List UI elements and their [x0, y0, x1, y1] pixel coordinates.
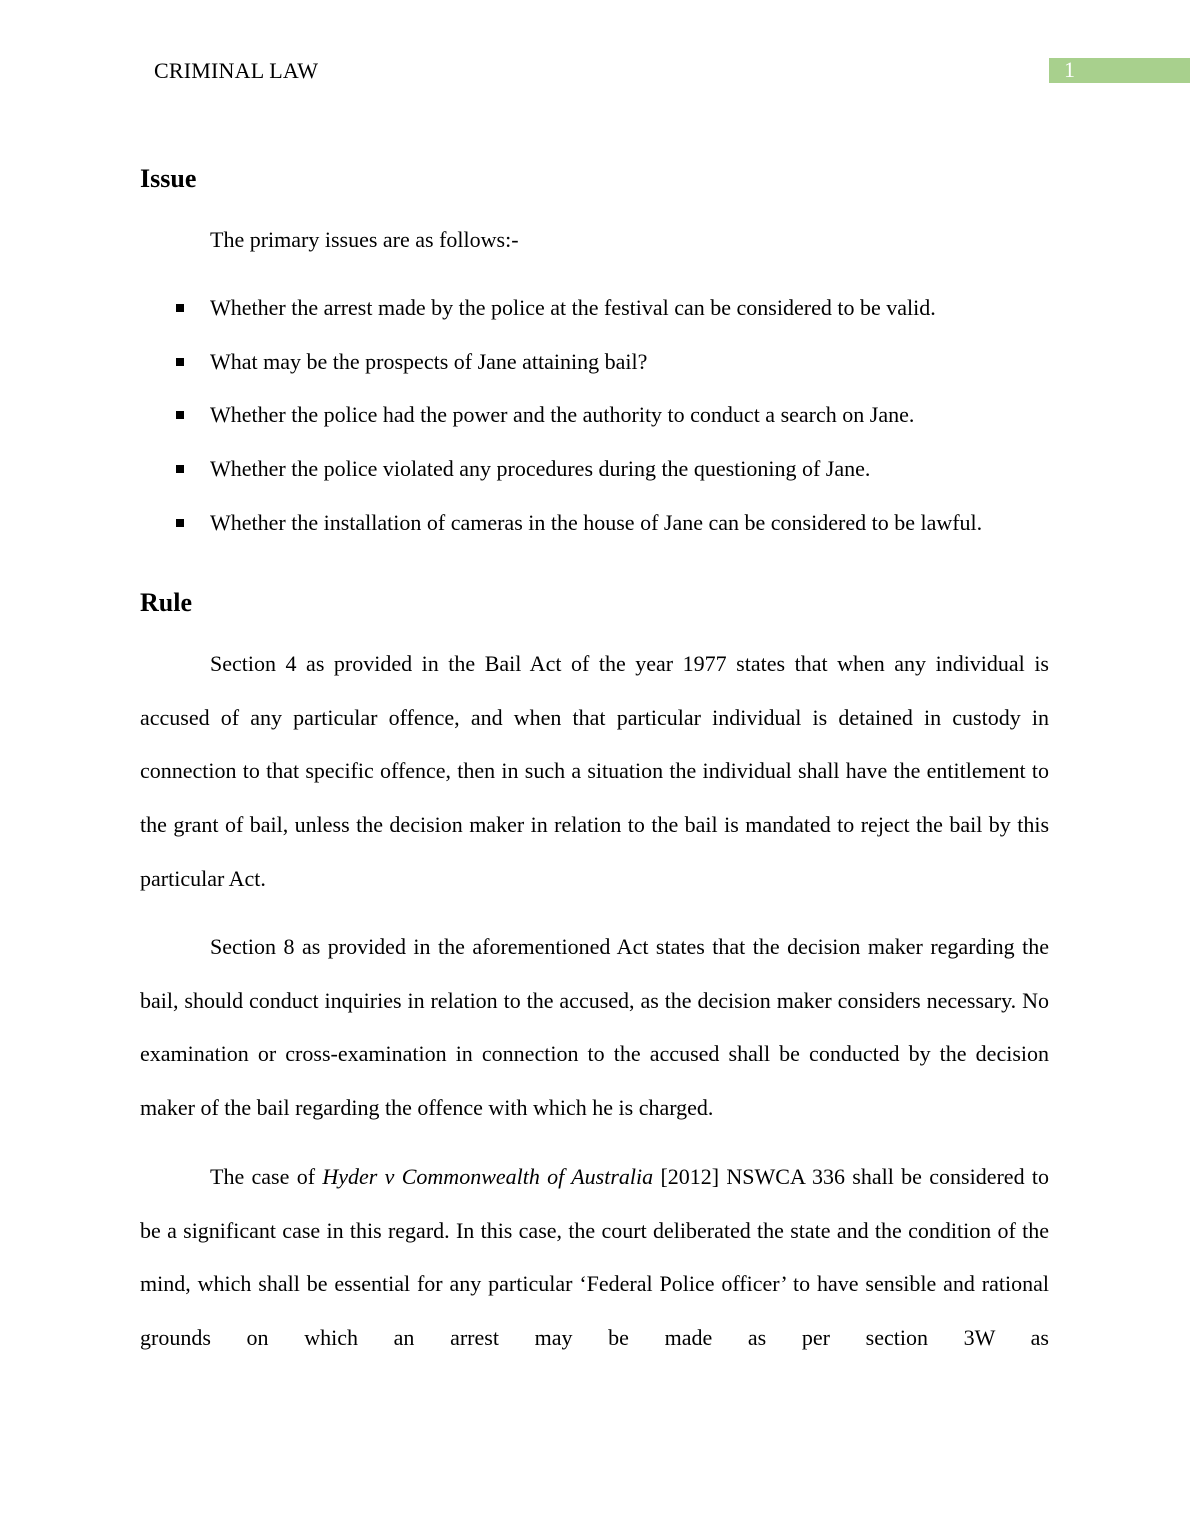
page-number-badge — [1049, 58, 1190, 83]
issue-intro: The primary issues are as follows:- — [210, 227, 519, 252]
rule-paragraph-bail-act-section-8: Section 8 as provided in the aforementioned Act states that the decision maker regarding the bail, should conduct inquiries in relation to the accused, as the decision maker considers necessary. No examination or cross-examination in connection to the accused shall be conducted by the decision maker of the bail regarding the offence with which he is charged. — [140, 934, 1049, 1121]
page-number: 1 — [1064, 57, 1075, 82]
rule-paragraph-hyder-case — [140, 1150, 1049, 1365]
square-bullet-icon — [176, 465, 184, 473]
list-item-text: Whether the arrest made by the police at the festival can be considered to be valid. — [210, 295, 936, 320]
paragraph-rest-text: [2012] NSWCA 336 shall be considered to be a significant case in this regard. In this case, the court deliberated the state and the condition of the mind, which shall be essential for any particular ‘Federal Police officer’ to have sensible and rational grounds on which an arrest may be made as per section 3W as — [140, 1164, 1050, 1351]
list-item — [0, 509, 1190, 563]
rule-heading: Rule — [140, 588, 192, 617]
list-item-text: Whether the police violated any procedures during the questioning of Jane. — [210, 456, 871, 482]
list-item-text: Whether the installation of cameras in the house of Jane can be considered to be lawful. — [210, 509, 983, 535]
list-item — [0, 455, 1190, 509]
square-bullet-icon — [176, 519, 184, 527]
square-bullet-icon — [176, 358, 184, 366]
issue-list — [0, 294, 1190, 562]
case-citation-name: Hyder v Commonwealth of Australia — [322, 1164, 654, 1189]
list-item — [0, 401, 1190, 455]
square-bullet-icon — [176, 411, 184, 419]
square-bullet-icon — [176, 304, 184, 312]
paragraph-lead-text: The case of — [210, 1164, 323, 1189]
list-item-text: Whether the police had the power and the authority to conduct a search on Jane. — [210, 402, 915, 428]
running-head-title: CRIMINAL LAW — [154, 58, 319, 83]
rule-paragraph-bail-act-section-4: Section 4 as provided in the Bail Act of the year 1977 states that when any individual is accused of any particular offence, and when that particular individual is detained in custody in connection to that specific offence, then in such a situation the individual shall have the entitlement to the grant of bail, unless the decision maker in relation to the bail is mandated to reject the bail by this particular Act. — [140, 651, 1049, 891]
list-item — [0, 348, 1190, 402]
list-item — [0, 294, 1190, 348]
list-item-text: What may be the prospects of Jane attaining bail? — [210, 348, 648, 374]
issue-heading: Issue — [140, 164, 197, 193]
